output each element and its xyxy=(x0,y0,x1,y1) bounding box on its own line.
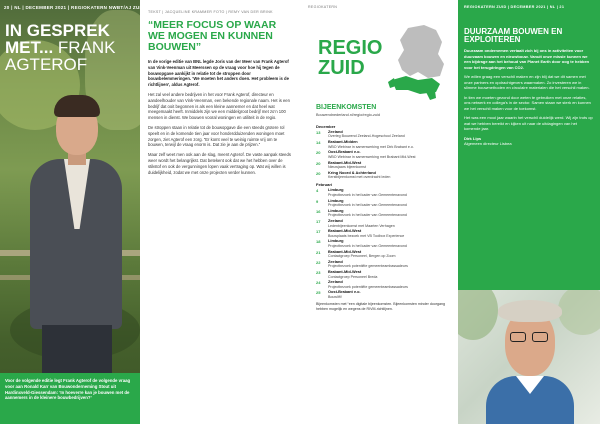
event-place: Zeeland xyxy=(328,129,343,134)
month-heading: Februari xyxy=(316,182,333,188)
event-day: 18 xyxy=(316,239,321,245)
event-desc: Bouwplaats bezoek met VB Toolbox Experience xyxy=(328,233,405,238)
region-title-line-2: ZUID xyxy=(318,57,365,79)
article-meta: TEKST | JACQUELINE KRAMMER FOTO | REMY VAN DER BRINK xyxy=(148,10,273,14)
event-desc: Bouwlift! xyxy=(328,294,342,299)
event-item xyxy=(316,229,458,238)
event-day: 13 xyxy=(316,130,321,135)
event-place: Brabant-Midden xyxy=(328,139,358,145)
event-place: Brabant-Mid-West xyxy=(328,228,362,234)
event-item xyxy=(316,239,458,248)
event-desc: Projectbezoek potentiële gemeenteambassadeurs xyxy=(328,284,408,289)
event-item xyxy=(316,140,458,149)
region-title xyxy=(318,38,382,78)
event-item xyxy=(316,150,458,159)
event-place: Brabant-Mid-West xyxy=(328,248,362,254)
event-day: 20 xyxy=(316,160,321,166)
event-desc: Projectbezoek potentiële gemeenteambassadeurs xyxy=(328,264,408,269)
event-desc: Ledenbijeenkomst met Maarten Verhagen xyxy=(328,223,395,228)
event-desc: Contactgroep Personeel, Bergen op Zoom xyxy=(328,254,396,259)
event-item xyxy=(316,130,458,139)
events-url: Bouwendnederland.nl/regio/regio-zuid xyxy=(316,113,380,117)
event-place: Zeeland xyxy=(328,279,343,285)
editorial-paragraph: Duurzaam ondernemen vertaalt zich bij ons in activiteiten voor duurzaam bouwen en nieuwbouw. Vanuit onze missie kunnen we een bijdrage aan het behoud van Planet Earth door oog te hebben voor het terugdringen van CO2. xyxy=(464,48,590,70)
event-day: 16 xyxy=(316,208,321,214)
signature-role: Algemeen directeur Lisbea xyxy=(464,141,512,147)
right-page xyxy=(300,0,600,424)
article-lead: In de vorige editie van BNL legde Joris van der Meer van Frank Agterof van Vink-Veenman uit Meerssen op de vraag voor hoe hij tegen de bouwopgave aankijkt in relatie tot de stroppen door bouwbelemmeringen. ‘We moeten het anders doen. Het probleem is de richtlijnen’, aldus Agterof. xyxy=(148,59,289,88)
event-item xyxy=(316,270,458,279)
event-place: Oost-Brabant e.o. xyxy=(328,149,361,155)
event-day: 20 xyxy=(316,170,321,176)
region-meta: REGIOKATERN xyxy=(308,5,338,9)
event-item xyxy=(316,171,458,180)
event-item xyxy=(316,260,458,269)
signature-name: Dirk Lips xyxy=(464,135,482,141)
article-paragraph: De stroppen staan in relatie tot de bouwopgave die een steeds grotere rol speelt en in de komende tien jaar voor honderdduizenden woningen moet zorgen, ziet Agterof een zorg. “Er komt veel te weinig ruimte vrij om te bouwen, terwijl de vraag enorm is. Dat zie je aan de prijzen.” xyxy=(148,125,285,148)
event-day: 22 xyxy=(316,259,321,265)
article-column xyxy=(148,10,294,420)
event-day: 17 xyxy=(316,229,321,235)
event-desc: Projectbezoek in het kader van Gemeentenavond xyxy=(328,243,407,248)
article-paragraph: Het zal veel andere bedrijven in het voor Frank Agterof, directeur en aandeelhouder van Vink-Veenman, een bekende regionale naam. Het is een bedrijf dat ooit begonnen is als een kleine aannemer en dat heel wat meegemaakt heeft. Inmiddels zijn we een middelgroot bedrijf met zo’n 100 mensen in dienst. We bouwen vooral woningen en utiliteit in de regio. xyxy=(148,92,290,121)
event-day: 17 xyxy=(316,219,321,225)
next-question-caption: Voor de volgende editie legt Frank Agterof de volgende vraag voor aan Ronald Karr van Bouwonderneming Stout uit Hardinxveld-Giessendam: ‘In hoeverre kan je bouwen met de aannemers in de kleinere bouwbedrijven?’ xyxy=(0,373,140,424)
title-line-1: IN GESPREK xyxy=(5,21,110,40)
event-place: Limburg xyxy=(328,187,344,193)
event-desc: Projectbezoek in het kader van Gemeentenavond xyxy=(328,213,407,218)
event-item xyxy=(316,250,458,259)
events-heading: BIJEENKOMSTEN xyxy=(316,104,377,111)
event-item xyxy=(316,188,458,197)
event-item xyxy=(316,290,458,299)
page-header-right: REGIOKATERN ZUID | DECEMBER 2021 | NL | 21 xyxy=(464,5,565,9)
event-place: Limburg xyxy=(328,197,344,203)
glasses-icon xyxy=(510,332,550,342)
interview-title xyxy=(5,22,116,73)
month-heading: December xyxy=(316,124,336,129)
events-note: Bijeenkomsten met “een digitale bijeenkomsten. Bijeenkomsten minder doorgang hebben mogelijk en wegens de RIVM-richtlijnen. xyxy=(316,302,446,311)
event-desc: Contactgroep Personeel Breda xyxy=(328,274,378,279)
event-place: Brabant-Mid-West xyxy=(328,159,362,165)
netherlands-map-icon xyxy=(378,20,458,100)
event-place: Limburg xyxy=(328,238,344,244)
event-item xyxy=(316,161,458,170)
article-headline: “MEER FOCUS OP WAAR WE MOGEN EN KUNNEN BOUWEN” xyxy=(148,19,277,54)
region-title-line-1: REGIO xyxy=(318,37,383,59)
event-day: 4 xyxy=(316,188,319,194)
events-list xyxy=(316,121,458,311)
event-place: Zeeland xyxy=(328,258,343,264)
event-place: Brabant-Mid-West xyxy=(328,269,362,275)
event-desc: Kerstbijeenkomst met overdracht leden xyxy=(328,175,391,180)
portrait-photo-director xyxy=(458,290,600,424)
event-desc: Projectbezoek in het kader van Gemeentenavond xyxy=(328,203,407,208)
editorial-headline: DUURZAAM BOUWEN EN EXPLOITEREN xyxy=(464,27,563,45)
event-day: 9 xyxy=(316,198,319,204)
title-line-2 xyxy=(5,39,116,56)
editorial-paragraph: We willen graag een verschil maken en zijn blij dat we dit samen met onze partners en opdrachtgevers waarmaken. Zo investeren we in slimme bouwmethoden en circulaire materialen die het verschil maken. xyxy=(464,74,590,91)
article-paragraph: Maar zelf weet men ook aan de slag, meent Agterof. De vaste aanpak steeds weer wordt het belangrijkst. Dat betekent ook dat we het hebben over de stikstof en ook de vergunningen lopen vaak vertraging op. Wat wij willen is duidelijkheid, zodat we met onze projecten verder kunnen. xyxy=(148,152,291,175)
event-desc: WBO Webinar in samenwerking met Dirk Brabant e.o. xyxy=(328,144,414,149)
title-line-2-bold: MET... xyxy=(5,38,54,57)
event-desc: Nieuwjaars bijeenkomst xyxy=(328,165,366,170)
editorial-body xyxy=(464,48,594,151)
event-item xyxy=(316,199,458,208)
event-item xyxy=(316,280,458,289)
title-name-first: FRANK xyxy=(57,38,116,57)
event-place: Limburg xyxy=(328,207,344,213)
event-place: Oost-Brabant e.o. xyxy=(328,289,361,295)
event-desc: Overleg Bouwend Zeeland-Hogeschool Zeeland xyxy=(328,134,405,139)
event-desc: WBO Webinar in samenwerking met Brabant Mid-West xyxy=(328,154,416,159)
editorial-paragraph: In tien we moeten gezond door weten te gebruiken met onze relaties, ons netwerk en collega’s in de sector. Samen staan we sterk en kunnen we het verschil maken voor de toekomst. xyxy=(464,94,591,111)
event-day: 24 xyxy=(316,280,321,286)
event-day: 25 xyxy=(316,290,321,296)
event-desc: Projectbezoek in het kader van Gemeentenavond xyxy=(328,192,407,197)
event-day: 20 xyxy=(316,150,321,156)
event-day: 14 xyxy=(316,140,321,146)
event-item xyxy=(316,219,458,228)
event-place: Zeeland xyxy=(328,218,343,224)
title-name-last: AGTEROF xyxy=(5,55,88,74)
event-day: 21 xyxy=(316,249,321,255)
event-item xyxy=(316,209,458,218)
event-place: Kring Noord & Achterland xyxy=(328,169,376,175)
page-header-left: 20 | NL | DECEMBER 2021 | REGIOKATERN NWBT/AJ ZUID xyxy=(4,5,145,10)
region-column xyxy=(308,0,458,424)
event-day: 23 xyxy=(316,270,321,276)
editorial-paragraph: Het was een mooi jaar waarin het verschil duidelijk werd. Wij zijn trots op wat we hebben bereikt en kijken uit naar de uitdagingen van het komende jaar. xyxy=(464,115,593,132)
